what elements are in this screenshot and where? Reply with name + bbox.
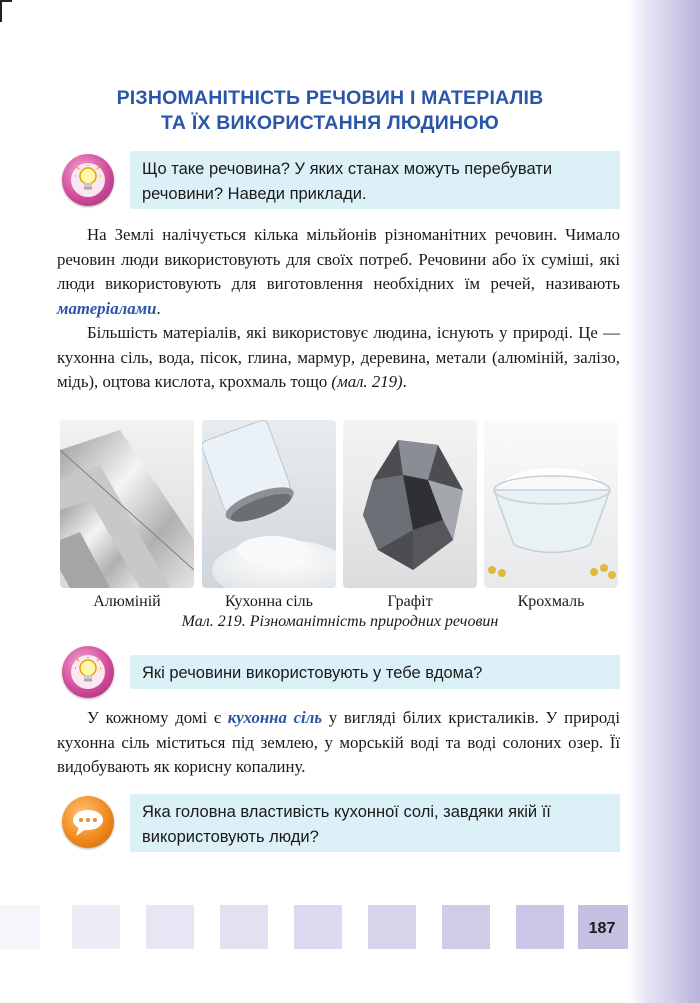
paragraph-2-text: Більшість матеріалів, які використовує людина, існують у природі. Це — кухонна сіль, вода, пісок, глина, мармур, деревина, метали (алюміній, залізо, мідь), оцтова кислота, крохмаль тощо xyxy=(57,323,620,392)
question-box-3 xyxy=(130,794,620,852)
question-box-1 xyxy=(130,151,620,209)
paragraph-3-text: У кожному домі є xyxy=(87,708,228,727)
question-3-line-2: використовують люди? xyxy=(142,828,319,846)
crop-mark xyxy=(0,0,12,22)
question-1-line-1: Що таке речовина? У яких станах можуть перебувати xyxy=(142,160,553,178)
paragraph-1-text: На Землі налічується кілька мільйонів різноманітних речовин. Чимало речовин люди використовують для своїх потреб. Речовини або їх суміші, які люди використовують для виготовлення необхідних їм речей, називають xyxy=(57,225,620,294)
graphite-photo xyxy=(343,420,477,588)
paragraph-3-end: у вигляді білих кристаликів. У природі кухонна сіль міститься під землею, у морській воді та воді солоних озер. Її видобувають як корисну копалину. xyxy=(57,708,620,777)
figure-caption: Мал. 219. Різноманітність природних речовин xyxy=(181,613,499,630)
paragraph-2-end: . xyxy=(402,372,407,392)
lightbulb-icon xyxy=(62,154,114,206)
section-title-line-1: РІЗНОМАНІТНІСТЬ РЕЧОВИН І МАТЕРІАЛІВ xyxy=(116,87,544,109)
question-3-line-1: Яка головна властивість кухонної солі, завдяки якій її xyxy=(142,803,551,821)
speech-bubble-icon xyxy=(62,796,114,848)
question-2-line-1: Які речовини використовують у тебе вдома? xyxy=(142,664,483,682)
label-graphite: Графіт xyxy=(387,593,433,610)
term-kitchen-salt: кухонна сіль xyxy=(227,708,322,727)
page-number: 187 xyxy=(588,920,616,937)
page-edge-gradient xyxy=(628,0,700,1003)
term-materials: матеріалами xyxy=(57,298,157,318)
section-title-line-2: ТА ЇХ ВИКОРИСТАННЯ ЛЮДИНОЮ xyxy=(161,112,499,134)
paragraph-3 xyxy=(57,706,620,780)
starch-photo xyxy=(484,420,618,588)
aluminium-photo xyxy=(60,420,194,588)
paragraph-1-end: . xyxy=(156,298,161,318)
label-aluminium: Алюміній xyxy=(93,593,161,610)
kitchen-salt-photo xyxy=(202,420,336,588)
question-1-line-2: речовини? Наведи приклади. xyxy=(142,185,367,203)
paragraph-2 xyxy=(57,321,620,395)
paragraph-1 xyxy=(57,223,620,321)
label-kitchen-salt: Кухонна сіль xyxy=(225,593,313,610)
section-title xyxy=(60,86,600,136)
question-box-2 xyxy=(130,655,620,689)
figure-reference: (мал. 219) xyxy=(331,372,403,392)
label-starch: Крохмаль xyxy=(517,593,585,610)
lightbulb-icon xyxy=(62,646,114,698)
